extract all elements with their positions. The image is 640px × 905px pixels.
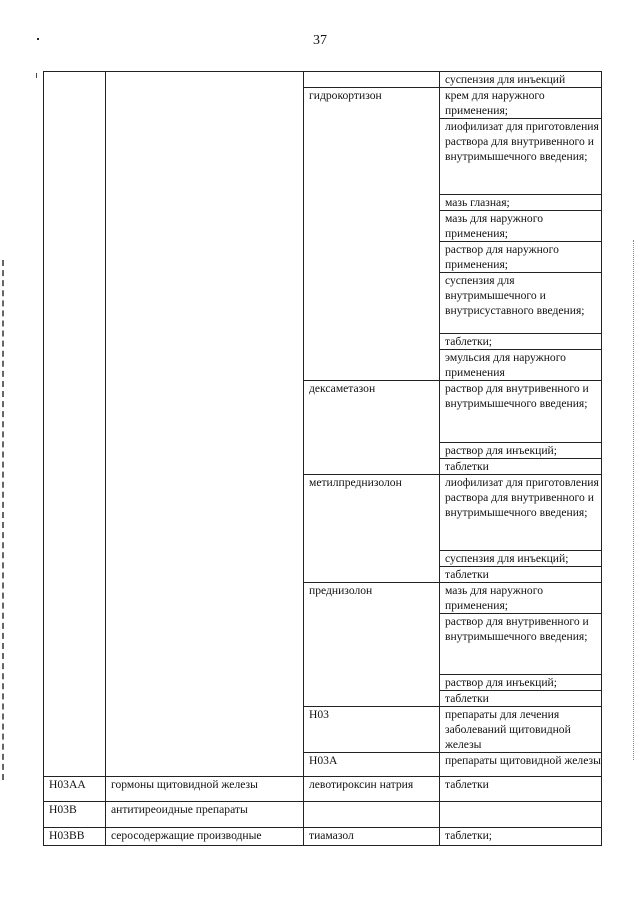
form-cell: таблетки; xyxy=(440,334,602,350)
drug-cell: левотироксин натрия xyxy=(304,777,440,802)
drug-cell: гидрокортизон xyxy=(304,88,440,381)
form-cell: лиофилизат для приготовления раствора для внутривенного и внутримышечного введения; xyxy=(440,475,602,551)
group-cell: препараты щитовидной железы xyxy=(440,753,602,777)
group-cell: серосодержащие производные xyxy=(106,828,304,846)
code-cell: H03 xyxy=(304,707,440,753)
form-cell: раствор для внутривенного и внутримышечного введения; xyxy=(440,381,602,443)
form-cell: таблетки xyxy=(440,459,602,475)
group-cell xyxy=(106,72,304,777)
scan-mark xyxy=(36,73,40,78)
table-row xyxy=(44,802,602,828)
form-cell xyxy=(440,802,602,828)
form-cell: мазь для наружного применения; xyxy=(440,211,602,242)
code-cell xyxy=(44,72,106,777)
form-cell: суспензия для инъекций; xyxy=(440,551,602,567)
form-cell: раствор для наружного применения; xyxy=(440,242,602,273)
group-cell: гормоны щитовидной железы xyxy=(106,777,304,802)
form-cell: мазь глазная; xyxy=(440,195,602,211)
form-cell: раствор для внутривенного и внутримышечного введения; xyxy=(440,614,602,675)
form-cell: мазь для наружного применения; xyxy=(440,583,602,614)
table-row xyxy=(44,72,602,88)
form-cell: крем для наружного применения; xyxy=(440,88,602,119)
group-cell: антитиреоидные препараты xyxy=(106,802,304,828)
code-cell: H03BB xyxy=(44,828,106,846)
group-cell: препараты для лечения заболеваний щитовидной железы xyxy=(440,707,602,753)
page-number: 37 xyxy=(313,33,327,48)
drug-cell: метилпреднизолон xyxy=(304,475,440,583)
drug-cell xyxy=(304,72,440,88)
form-cell: суспензия для внутримышечного и внутрисуставного введения; xyxy=(440,273,602,334)
scan-edge-artifact xyxy=(633,240,635,760)
table-row xyxy=(44,828,602,846)
form-cell: таблетки xyxy=(440,777,602,802)
drug-cell: дексаметазон xyxy=(304,381,440,475)
drug-cell: тиамазол xyxy=(304,828,440,846)
code-cell: H03AA xyxy=(44,777,106,802)
drug-cell: преднизолон xyxy=(304,583,440,707)
form-cell: таблетки; xyxy=(440,828,602,846)
form-cell: таблетки xyxy=(440,567,602,583)
code-cell: H03A xyxy=(304,753,440,777)
drug-table xyxy=(43,71,602,846)
form-cell: раствор для инъекций; xyxy=(440,675,602,691)
form-cell: лиофилизат для приготовления раствора для внутривенного и внутримышечного введения; xyxy=(440,119,602,195)
form-cell: раствор для инъекций; xyxy=(440,443,602,459)
form-cell: таблетки xyxy=(440,691,602,707)
form-cell: эмульсия для наружного применения xyxy=(440,350,602,381)
table-row xyxy=(44,777,602,802)
drug-cell xyxy=(304,802,440,828)
scan-edge-artifact xyxy=(2,260,6,780)
form-cell: суспензия для инъекций xyxy=(440,72,602,88)
code-cell: H03B xyxy=(44,802,106,828)
scan-mark xyxy=(37,38,39,40)
